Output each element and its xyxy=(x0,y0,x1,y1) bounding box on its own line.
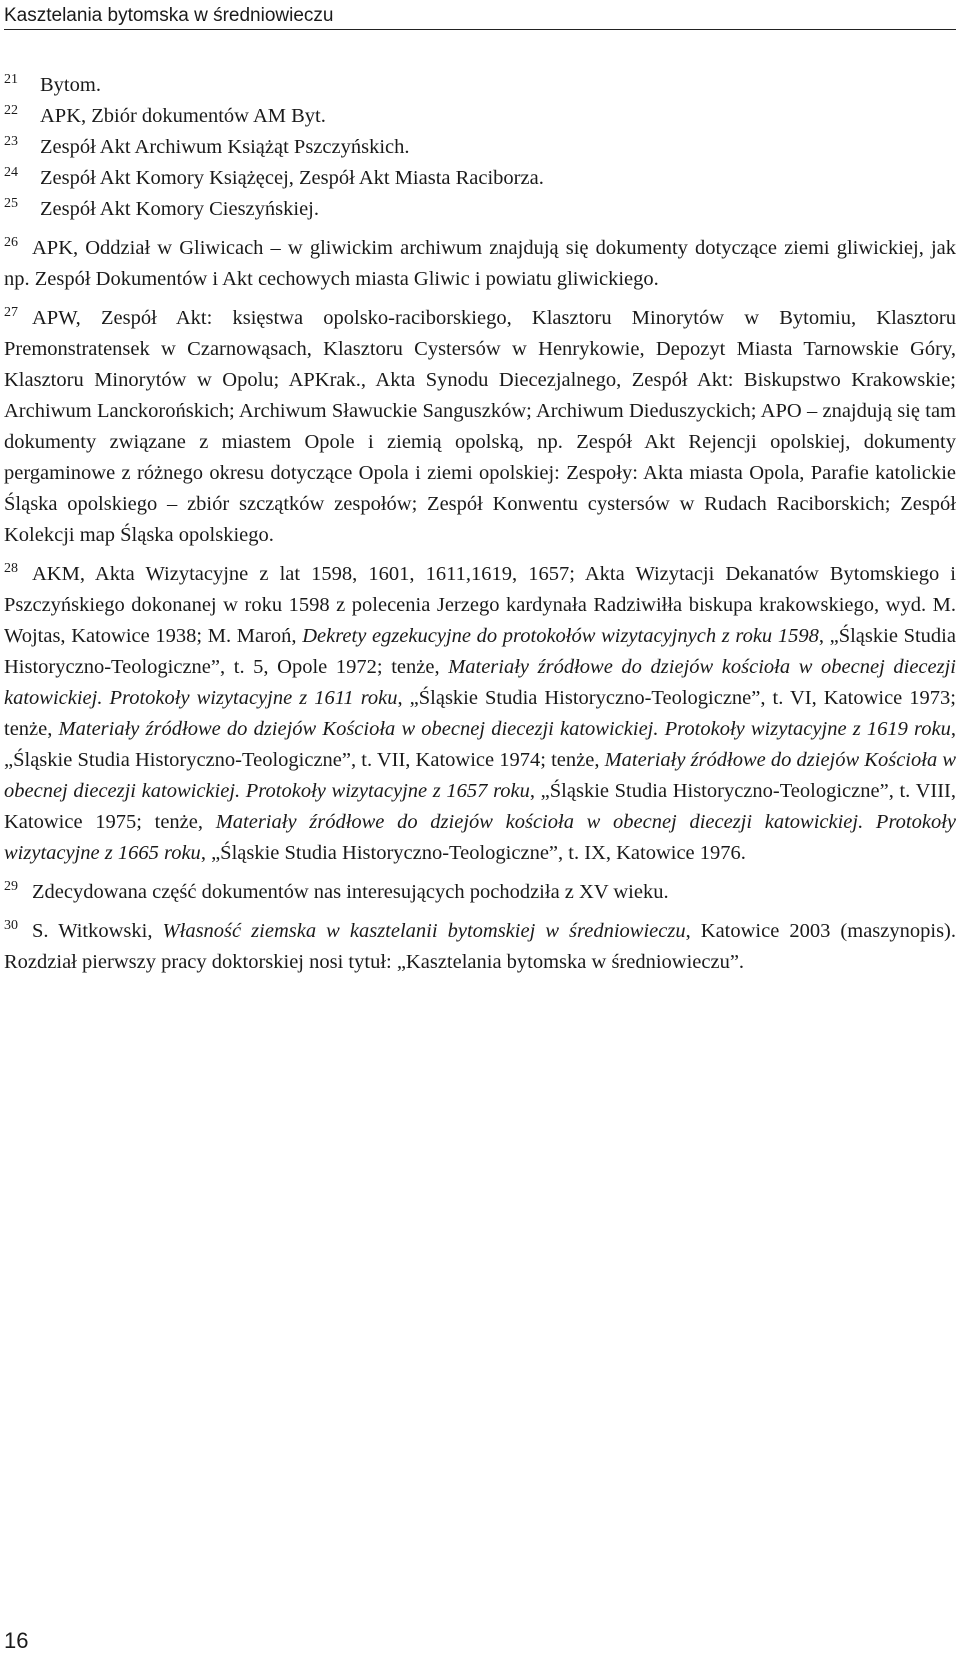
footnote-22: 22 APK, Zbiór dokumentów AM Byt. xyxy=(4,103,326,127)
footnote-25: 25 Zespół Akt Komory Cieszyńskiej. xyxy=(4,196,320,220)
footnote-23: 23 Zespół Akt Archiwum Książąt Pszczyńskich. xyxy=(4,134,410,158)
page-number: 16 xyxy=(4,1628,29,1653)
footnote-title: Materiały źródłowe do dziejów Kościoła w obecnej diecezji katowickiej. Protokoły wizytacyjne z 1619 roku xyxy=(58,718,951,740)
footnote-text-part: , „Śląskie Studia Historyczno-Teologiczne”, t. VIII, Katowice 1975; tenże, xyxy=(4,780,956,833)
footnote-title: Materiały źródłowe do dziejów kościoła w obecnej diecezji katowickiej. Protokoły wizytacyjne z 1665 roku xyxy=(4,811,956,864)
footnote-title: Materiały źródłowe do dziejów kościoła w obecnej diecezji katowickiej. Protokoły wizytacyjne z 1611 roku xyxy=(4,656,957,709)
footnote-text: APW, Zespół Akt: księstwa opolsko-raciborskiego, Klasztoru Minorytów w Bytomiu, Klasztoru Premonstratensek w Czarnowąsach, Klasztoru Cystersów w Henrykowie, Depozyt Miasta Tarnowskie Góry, Klasztoru Minorytów w Opolu; APKrak., Akta Synodu Diecezjalnego, Zespół Akt: Biskupstwo Krakowskie; Archiwum Lanckorońskich; Archiwum Sławuckie Sanguszków; Archiwum Dieduszyckich; APO – znajdują się tam dokumenty związane z miastem Opole i ziemią opolską, np. Zespół Akt Rejencji opolskiej, dokumenty pergaminowe z różnego okresu dotyczące Opola i ziemi opolskiej: Zespoły: Akta miasta Opola, Parafie katolickie Śląska opolskiego – zbiór szczątków zespołów; Zespół Konwentu cystersów w Rudach Raciborskich; Zespół Kolekcji map Śląska opolskiego. xyxy=(4,307,956,546)
footnote-text: Zespół Akt Archiwum Książąt Pszczyńskich. xyxy=(40,136,410,158)
footnote-26: 26 APK, Oddział w Gliwicach – w gliwickim archiwum znajdują się dokumenty dotyczące ziemi gliwickiej, jak np. Zespół Dokumentów i Akt cechowych miasta Gliwic i powiatu gliwickiego. xyxy=(4,235,956,290)
footnote-21: 21 Bytom. xyxy=(4,72,101,96)
footnote-30: 30 S. Witkowski, Własność ziemska w kasztelanii bytomskiej w średniowieczu, Katowice 2003 (maszynopis). Rozdział pierwszy pracy doktorskiej nosi tytuł: „Kasztelania bytomska w średniowieczu”. xyxy=(4,918,957,973)
footnotes xyxy=(4,70,956,978)
footnote-24: 24 Zespół Akt Komory Książęcej, Zespół Akt Miasta Raciborza. xyxy=(4,165,544,189)
footnote-text-part: , Katowice 2003 (maszynopis). Rozdział pierwszy pracy doktorskiej nosi tytuł: „Kasztelania bytomska w średniowieczu”. xyxy=(4,920,957,973)
footnote-text: Zespół Akt Komory Książęcej, Zespół Akt Miasta Raciborza. xyxy=(40,167,544,189)
footnote-title: Materiały źródłowe do dziejów Kościoła w obecnej diecezji katowickiej. Protokoły wizytacyjne z 1657 roku xyxy=(4,749,957,802)
footnote-text-part: , „Śląskie Studia Historyczno-Teologiczne”, t. VII, Katowice 1974; tenże, xyxy=(4,718,956,771)
footnote-text-part: , „Śląskie Studia Historyczno-Teologiczne”, t. VI, Katowice 1973; tenże, xyxy=(4,687,956,740)
footnote-text: Bytom. xyxy=(40,74,101,96)
footnote-text-part: S. Witkowski, xyxy=(32,920,163,942)
footnote-title: Dekrety egzekucyjne do protokołów wizytacyjnych z roku 1598 xyxy=(302,625,819,647)
footnote-text: APK, Oddział w Gliwicach – w gliwickim archiwum znajdują się dokumenty dotyczące ziemi gliwickiej, jak np. Zespół Dokumentów i Akt cechowych miasta Gliwic i powiatu gliwickiego. xyxy=(4,237,956,290)
running-head: Kasztelania bytomska w średniowieczu xyxy=(4,2,956,30)
footnote-text: APK, Zbiór dokumentów AM Byt. xyxy=(40,105,326,127)
footnote-28: 28 AKM, Akta Wizytacyjne z lat 1598, 1601, 1611,1619, 1657; Akta Wizytacji Dekanatów Bytomskiego i Pszczyńskiego dokonanej w roku 1598 z polecenia Jerzego kardynała Radziwiłła biskupa krakowskiego, wyd. M. Wojtas, Katowice 1938; M. Maroń, Dekrety egzekucyjne do protokołów wizytacyjnych z roku 1598, „Śląskie Studia Historyczno-Teologiczne”, t. 5, Opole 1972; tenże, Materiały źródłowe do dziejów kościoła w obecnej diecezji katowickiej. Protokoły wizytacyjne z 1611 roku, „Śląskie Studia Historyczno-Teologiczne”, t. VI, Katowice 1973; tenże, Materiały źródłowe do dziejów Kościoła w obecnej diecezji katowickiej. Protokoły wizytacyjne z 1619 roku, „Śląskie Studia Historyczno-Teologiczne”, t. VII, Katowice 1974; tenże, Materiały źródłowe do dziejów Kościoła w obecnej diecezji katowickiej. Protokoły wizytacyjne z 1657 roku, „Śląskie Studia Historyczno-Teologiczne”, t. VIII, Katowice 1975; tenże, Materiały źródłowe do dziejów kościoła w obecnej diecezji katowickiej. Protokoły wizytacyjne z 1665 roku, „Śląskie Studia Historyczno-Teologiczne”, t. IX, Katowice 1976. xyxy=(4,561,957,864)
footnote-title: Własność ziemska w kasztelanii bytomskiej w średniowieczu xyxy=(162,920,686,942)
footnote-text-part: AKM, Akta Wizytacyjne z lat 1598, 1601, 1611,1619, 1657; Akta Wizytacji Dekanatów Bytomskiego i Pszczyńskiego dokonanej w roku 1598 z polecenia Jerzego kardynała Radziwiłła biskupa krakowskiego, wyd. M. Wojtas, Katowice 1938; M. Maroń, xyxy=(4,563,956,647)
footnote-text: Zespół Akt Komory Cieszyńskiej. xyxy=(40,198,320,220)
footnote-27: 27 APW, Zespół Akt: księstwa opolsko-raciborskiego, Klasztoru Minorytów w Bytomiu, Klasztoru Premonstratensek w Czarnowąsach, Klasztoru Cystersów w Henrykowie, Depozyt Miasta Tarnowskie Góry, Klasztoru Minorytów w Opolu; APKrak., Akta Synodu Diecezjalnego, Zespół Akt: Biskupstwo Krakowskie; Archiwum Lanckorońskich; Archiwum Sławuckie Sanguszków; Archiwum Dieduszyckich; APO – znajdują się tam dokumenty związane z miastem Opole i ziemią opolską, np. Zespół Akt Rejencji opolskiej, dokumenty pergaminowe z różnego okresu dotyczące Opola i ziemi opolskiej: Zespoły: Akta miasta Opola, Parafie katolickie Śląska opolskiego – zbiór szczątków zespołów; Zespół Konwentu cystersów w Rudach Raciborskich; Zespół Kolekcji map Śląska opolskiego. xyxy=(4,305,956,546)
footnote-text-part: , „Śląskie Studia Historyczno-Teologiczne”, t. 5, Opole 1972; tenże, xyxy=(4,625,956,678)
footnote-29: 29 Zdecydowana część dokumentów nas interesujących pochodziła z XV wieku. xyxy=(4,879,669,903)
footnote-text: Zdecydowana część dokumentów nas interesujących pochodziła z XV wieku. xyxy=(32,881,669,903)
footnote-text-part: , „Śląskie Studia Historyczno-Teologiczne”, t. IX, Katowice 1976. xyxy=(200,842,746,864)
